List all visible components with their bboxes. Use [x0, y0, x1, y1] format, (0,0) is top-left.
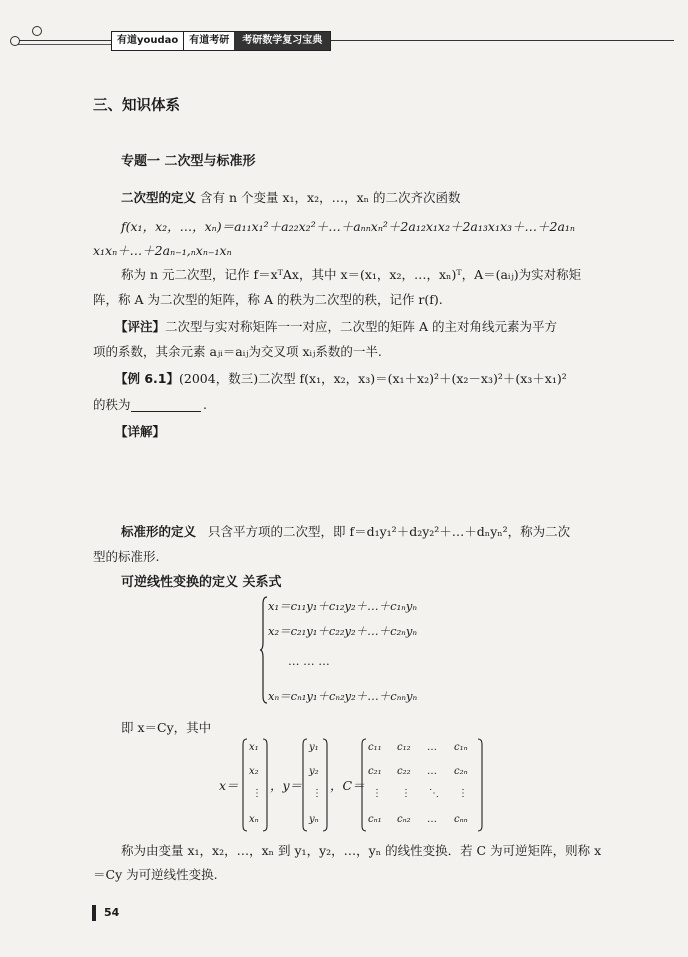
- topic-title: 专题一 二次型与标准形: [121, 154, 256, 169]
- matrix-cell: cₙ₁: [368, 814, 382, 825]
- matrix-cell: c₁₂: [397, 742, 411, 753]
- matrix-cell: c₂₁: [368, 766, 382, 777]
- remark-text: 二次型与实对称矩阵一一对应，二次型的矩阵 A 的主对角线元素为平方: [165, 319, 557, 334]
- system-row: … … …: [288, 654, 330, 668]
- matrix-cell: c₁ₙ: [454, 742, 468, 753]
- example-suffix: .: [203, 397, 207, 412]
- vector-entry: y₂: [309, 766, 319, 777]
- standard-form-text: 只含平方项的二次型，即 f＝d₁y₁²＋d₂y₂²＋…＋dₙyₙ²，称为二次: [208, 524, 571, 539]
- vector-entry: yₙ: [309, 814, 319, 825]
- solution-label: 【详解】: [115, 424, 166, 439]
- page-number-marker: [92, 905, 96, 921]
- example-text: (2004，数三)二次型 f(x₁，x₂，x₃)＝(x₁＋x₂)²＋(x₂－x₃)²＋(x₃＋x₁)²: [179, 371, 567, 386]
- answer-blank: [131, 411, 201, 412]
- matrix-cell: ⋮: [458, 788, 468, 799]
- system-row: xₙ＝cₙ₁y₁＋cₙ₂y₂＋…＋cₙₙyₙ: [268, 689, 418, 703]
- brand-banner: [111, 31, 331, 51]
- brand-subtitle: 有道考研: [183, 32, 234, 50]
- header-ornament-icon: [32, 26, 42, 36]
- invertible-title: 可逆线性变换的定义 关系式: [121, 575, 282, 590]
- closing-line: ＝Cy 为可逆线性变换.: [93, 867, 218, 882]
- series-title: 考研数学复习宝典: [234, 32, 330, 50]
- y-vector: [302, 738, 328, 832]
- remark-line: 项的系数，其余元素 aⱼᵢ＝aᵢⱼ为交叉项 xᵢⱼ系数的一半.: [93, 344, 382, 359]
- formula-line: f(x₁，x₂，…，xₙ)＝a₁₁x₁²＋a₂₂x₂²＋…＋aₙₙxₙ²＋2a₁₂x₁x₂＋2a₁₃x₁x₃＋…＋2a₁ₙ: [121, 219, 575, 234]
- left-brace-icon: [260, 596, 268, 704]
- standard-form-line: 型的标准形.: [93, 549, 160, 564]
- matrix-cell: cₙₙ: [454, 814, 468, 825]
- matrix-cell: cₙ₂: [397, 814, 411, 825]
- vector-entry: ⋮: [312, 788, 322, 799]
- header-ornament-icon: [10, 36, 20, 46]
- vector-entry: ⋮: [252, 788, 262, 799]
- system-row: x₂＝c₂₁y₁＋c₂₂y₂＋…＋c₂ₙyₙ: [268, 624, 417, 638]
- page-number: 54: [104, 906, 120, 919]
- vector-entry: x₂: [249, 766, 259, 777]
- x-label: x＝: [219, 778, 239, 793]
- vector-entry: x₁: [249, 742, 259, 753]
- quadratic-definition: [121, 190, 461, 206]
- example-label: 【例 6.1】: [115, 371, 179, 386]
- section-title: 三、知识体系: [93, 98, 180, 114]
- matrix-cell: c₂ₙ: [454, 766, 468, 777]
- y-label: ，y＝: [270, 778, 303, 793]
- brand-logo: 有道youdao: [112, 32, 183, 50]
- example-prefix: 的秩为: [93, 397, 131, 412]
- formula-line: x₁xₙ＋…＋2aₙ₋₁,ₙxₙ₋₁xₙ: [93, 243, 232, 258]
- remark-label: 【评注】: [115, 319, 166, 334]
- x-vector: [242, 738, 268, 832]
- matrix-cell: ⋮: [372, 788, 382, 799]
- definition-text: 含有 n 个变量 x₁，x₂，…，xₙ 的二次齐次函数: [200, 190, 461, 205]
- matrix-cell: …: [427, 766, 437, 777]
- system-row: x₁＝c₁₁y₁＋c₁₂y₂＋…＋c₁ₙyₙ: [268, 599, 417, 613]
- matrix-cell: …: [427, 742, 437, 753]
- matrix-cell: c₂₂: [397, 766, 411, 777]
- ie-line: 即 x＝Cy，其中: [121, 720, 212, 735]
- matrix-cell: c₁₁: [368, 742, 382, 753]
- c-label: ，C＝: [330, 778, 365, 793]
- definition-label: 二次型的定义: [121, 190, 197, 205]
- closing-line: 称为由变量 x₁，x₂，…，xₙ 到 y₁，y₂，…，yₙ 的线性变换．若 C 为可逆矩阵，则称 x: [121, 843, 602, 858]
- vector-entry: xₙ: [249, 814, 259, 825]
- matrix-cell: ⋱: [429, 788, 439, 799]
- standard-form-label: 标准形的定义: [121, 524, 197, 539]
- linear-system: [260, 596, 470, 706]
- running-header: [0, 24, 688, 54]
- standard-form-line: [121, 524, 570, 540]
- matrix-cell: ⋮: [401, 788, 411, 799]
- matrix-cell: …: [427, 814, 437, 825]
- paragraph-line: 称为 n 元二次型，记作 f＝xᵀAx，其中 x＝(x₁，x₂，…，xₙ)ᵀ，A＝(aᵢⱼ)为实对称矩: [121, 267, 582, 282]
- paragraph-line: 阵，称 A 为二次型的矩阵，称 A 的秩为二次型的秩，记作 r(f).: [93, 292, 443, 307]
- remark-line: [115, 319, 557, 335]
- example-line: [115, 371, 567, 387]
- c-matrix: [361, 738, 483, 832]
- vector-entry: y₁: [309, 742, 319, 753]
